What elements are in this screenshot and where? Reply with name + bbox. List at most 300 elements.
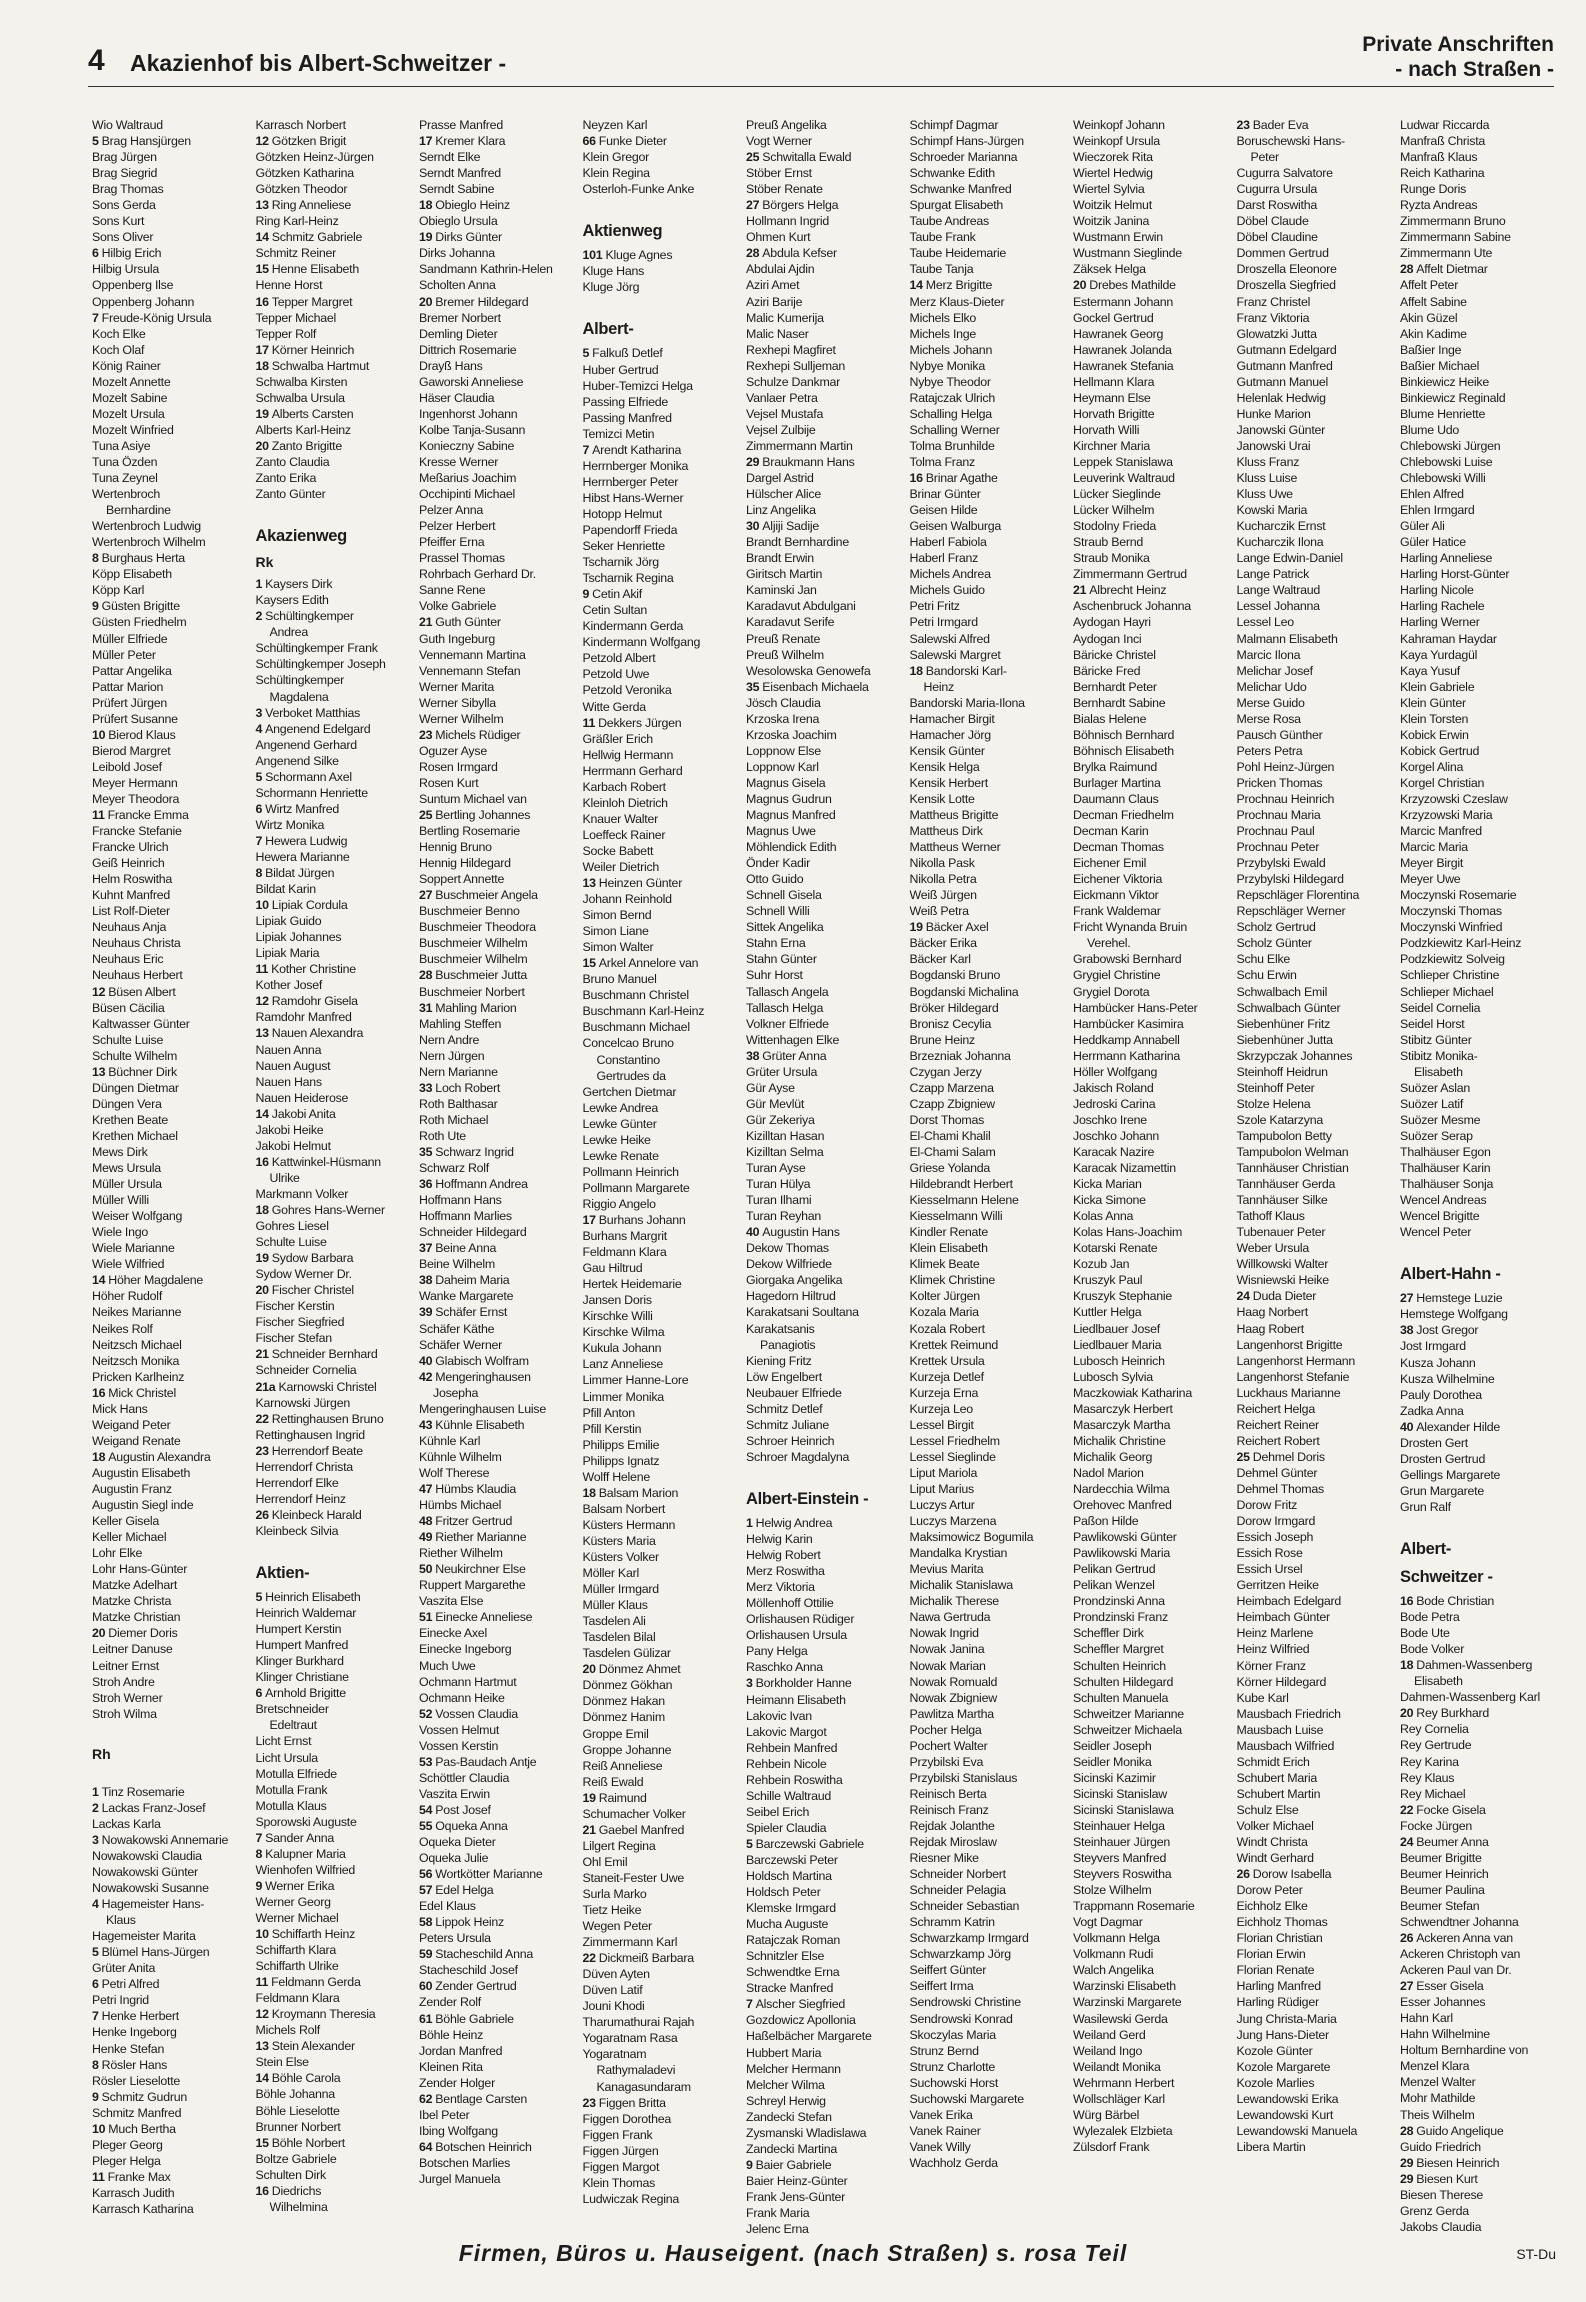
house-number: 14 <box>255 2071 269 2086</box>
resident-name: Riether Marianne <box>435 1530 527 1545</box>
directory-entry: Jordan Manfred <box>419 2043 503 2058</box>
directory-entry: Pollmann Heinrich <box>582 1164 679 1179</box>
directory-entry: Weigand Peter <box>92 1417 171 1432</box>
house-number: 55 <box>419 1818 433 1833</box>
directory-entry: Luczys Artur <box>909 1498 975 1513</box>
directory-entry: Petzold Albert <box>582 651 656 666</box>
directory-entry: Zimmermann Karl <box>582 1935 678 1950</box>
directory-entry: Jouni Khodi <box>582 1999 645 2014</box>
directory-entry: Joschko Irene <box>1073 1112 1147 1127</box>
directory-entry: Lewke Heike <box>582 1132 651 1147</box>
directory-entry: Zimmermann Sabine <box>1400 230 1511 245</box>
directory-entry: Leitner Ernst <box>92 1658 159 1673</box>
directory-entry: Vejsel Zulbije <box>746 422 816 437</box>
directory-entry: Gutmann Edelgard <box>1236 342 1337 357</box>
directory-entry: Rey Gertrude <box>1400 1738 1472 1753</box>
directory-entry: Ryzta Andreas <box>1400 198 1478 213</box>
directory-entry: Willkowski Walter <box>1236 1257 1329 1272</box>
street-heading: Schweitzer - <box>1400 1568 1493 1587</box>
directory-entry: Ibing Wolfgang <box>419 2123 498 2138</box>
directory-entry: Essich Joseph <box>1236 1530 1314 1545</box>
directory-entry <box>583 1950 745 1966</box>
directory-entry: Prochnau Peter <box>1236 840 1320 855</box>
directory-entry: Schlieper Christine <box>1400 968 1500 983</box>
directory-entry: Reinisch Franz <box>909 1802 989 1817</box>
directory-entry: Feldmann Klara <box>582 1245 667 1260</box>
directory-entry: Woitzik Helmut <box>1073 198 1152 213</box>
directory-entry: Spieler Claudia <box>746 1820 827 1835</box>
directory-entry <box>256 1539 418 1555</box>
directory-entry: Klemske Irmgard <box>746 1901 836 1916</box>
directory-entry <box>256 1202 418 1218</box>
directory-entry: Neuhaus Herbert <box>92 968 183 983</box>
directory-entry: Akin Kadime <box>1400 326 1467 341</box>
directory-entry: Marcic Maria <box>1400 840 1468 855</box>
directory-entry <box>419 1481 581 1497</box>
directory-entry: Dönmez Gökhan <box>582 1678 673 1693</box>
directory-entry <box>746 2157 908 2173</box>
directory-entry: Fischer Siegfried <box>255 1315 345 1330</box>
directory-entry: Schiffarth Ulrike <box>255 1959 339 1974</box>
directory-entry: Tubenauer Peter <box>1236 1225 1326 1240</box>
house-number: 57 <box>419 1883 433 1898</box>
directory-entry: Ehlen Alfred <box>1400 487 1464 502</box>
directory-entry <box>583 586 745 602</box>
directory-entry: Andrea <box>269 625 308 640</box>
directory-entry: Mausbach Wilfried <box>1236 1738 1335 1753</box>
directory-entry: Grüter Ursula <box>746 1064 818 1079</box>
directory-entry: Scholz Günter <box>1236 936 1312 951</box>
directory-entry: Oguzer Ayse <box>419 743 487 758</box>
directory-entry: Preuß Angelika <box>746 118 827 132</box>
resident-name: Hilbig Erich <box>101 246 162 261</box>
directory-entry: Repschläger Florentina <box>1236 888 1360 903</box>
directory-entry <box>92 1385 254 1401</box>
directory-entry <box>1400 1419 1562 1435</box>
house-number: 18 <box>255 1203 269 1217</box>
directory-entry: Leibold Josef <box>92 759 162 774</box>
house-number: 6 <box>255 801 263 816</box>
resident-name: Arendt Katharina <box>592 442 682 457</box>
directory-entry: Herrendorf Christa <box>255 1459 353 1474</box>
directory-entry: Haag Norbert <box>1236 1305 1308 1320</box>
resident-name: Sydow Barbara <box>271 1251 354 1266</box>
house-number: 18 <box>909 663 923 678</box>
directory-entry: Zülsdorf Frank <box>1073 2139 1150 2154</box>
directory-entry: Wiertel Sylvia <box>1073 182 1145 197</box>
directory-entry: Przybylski Ewald <box>1236 856 1326 871</box>
directory-entry: Moczynski Winfried <box>1400 920 1503 935</box>
directory-entry: Herrmann Gerhard <box>582 763 683 778</box>
directory-entry: Tharumathurai Rajah <box>582 2015 695 2030</box>
directory-entry <box>583 2095 745 2111</box>
resident-name: Schäfer Ernst <box>435 1305 508 1320</box>
house-number: 7 <box>582 442 590 457</box>
directory-entry: Przybylski Hildegard <box>1236 872 1344 887</box>
directory-entry: Götzken Theodor <box>255 182 348 197</box>
directory-entry: Nern Marianne <box>419 1064 498 1079</box>
directory-entry: Düngen Dietmar <box>92 1080 179 1095</box>
directory-entry: Krettek Reimund <box>909 1337 999 1352</box>
directory-entry <box>1400 1657 1562 1673</box>
directory-entry: Mattheus Dirk <box>909 824 983 839</box>
directory-entry: Zimmermann Martin <box>746 438 853 453</box>
directory-entry <box>583 1212 745 1228</box>
house-number: 16 <box>92 1385 106 1400</box>
directory-entry: Dargel Astrid <box>746 471 814 486</box>
directory-entry: Augustin Franz <box>92 1481 172 1496</box>
directory-entry: Kozala Robert <box>909 1321 985 1336</box>
directory-entry: Sendrowski Konrad <box>909 2011 1013 2026</box>
directory-entry: Thalhäuser Sonja <box>1400 1177 1494 1192</box>
resident-name: Tepper Margret <box>271 294 353 309</box>
resident-name: Karnowski Christel <box>278 1379 377 1394</box>
resident-name: Kremer Klara <box>435 134 506 149</box>
directory-entry: Salewski Alfred <box>909 631 990 646</box>
directory-entry: Meyer Uwe <box>1400 872 1461 887</box>
house-number: 56 <box>419 1867 433 1882</box>
house-number: 14 <box>92 1273 106 1288</box>
directory-entry: Weiland Ingo <box>1073 2043 1143 2058</box>
street-section-tag: Rk <box>255 554 274 571</box>
directory-entry: Kirchner Maria <box>1073 438 1151 453</box>
directory-entry <box>419 1978 581 1994</box>
directory-entry: Nowak Ingrid <box>909 1626 979 1641</box>
directory-entry: Abdulai Ajdin <box>746 262 815 277</box>
directory-entry: Hotopp Helmut <box>582 506 662 521</box>
directory-entry: Reiß Ewald <box>582 1774 644 1789</box>
directory-entry: Runge Doris <box>1400 182 1467 197</box>
house-number: 61 <box>419 2011 433 2026</box>
directory-entry: Tuna Özden <box>92 454 158 469</box>
directory-entry: Elisabeth <box>1414 1064 1463 1079</box>
directory-entry: Zimmermann Ute <box>1400 246 1493 261</box>
directory-entry: Schültingkemper Frank <box>255 641 378 656</box>
directory-entry <box>92 1944 254 1960</box>
directory-entry: Hellwig Hermann <box>582 747 674 762</box>
directory-entry: Vaszita Erwin <box>419 1786 490 1801</box>
directory-entry: Grygiel Dorota <box>1073 984 1150 999</box>
resident-name: Arnhold Brigitte <box>265 1686 346 1701</box>
directory-entry: Grun Margarete <box>1400 1483 1484 1498</box>
directory-entry <box>746 197 908 213</box>
directory-entry: Beumer Brigitte <box>1400 1850 1482 1865</box>
directory-entry: Bogdanski Bruno <box>909 968 1001 983</box>
directory-entry: Rexhepi Sulljeman <box>746 358 846 373</box>
directory-entry: Baßier Inge <box>1400 342 1462 357</box>
directory-entry: Suchowski Horst <box>909 2075 999 2090</box>
directory-entry <box>256 2038 418 2054</box>
directory-entry: Hubbert Maria <box>746 2045 822 2060</box>
directory-entry: Angenend Gerhard <box>255 737 357 752</box>
directory-entry: Weinkopf Johann <box>1073 118 1165 132</box>
directory-entry: Pelzer Anna <box>419 503 484 518</box>
directory-entry: Darst Roswitha <box>1236 198 1318 213</box>
directory-entry: Knauer Walter <box>582 811 658 826</box>
directory-entry <box>92 1976 254 1992</box>
directory-entry: Rey Karina <box>1400 1754 1459 1769</box>
directory-entry: Drosten Gert <box>1400 1435 1468 1450</box>
resident-name: Dickmeiß Barbara <box>598 1951 694 1966</box>
directory-entry: Wencel Peter <box>1400 1225 1472 1240</box>
directory-entry <box>256 261 418 277</box>
resident-name: Stacheschild Anna <box>435 1947 533 1962</box>
directory-entry: Reich Katharina <box>1400 166 1485 181</box>
directory-entry: Francke Stefanie <box>92 824 182 839</box>
house-number: 5 <box>582 346 590 361</box>
directory-entry: Rexhepi Magfiret <box>746 342 836 357</box>
directory-entry: Kozub Jan <box>1073 1257 1130 1272</box>
house-number: 54 <box>419 1802 433 1817</box>
directory-entry: Ochmann Hartmut <box>419 1674 517 1689</box>
resident-name: Gohres Hans-Werner <box>271 1203 385 1217</box>
directory-entry: Klein Günter <box>1400 695 1466 710</box>
directory-entry: Dekow Wilfriede <box>746 1257 832 1272</box>
page-number: 4 <box>88 44 105 77</box>
directory-entry <box>419 2011 581 2027</box>
directory-entry: Chlebowski Luise <box>1400 454 1493 469</box>
directory-entry: Bretschneider <box>255 1702 329 1717</box>
resident-name: Biesen Kurt <box>1416 2171 1478 2186</box>
directory-entry: Bäricke Fred <box>1073 663 1141 678</box>
directory-entry: Maczkowiak Katharina <box>1073 1385 1192 1400</box>
directory-entry <box>256 1685 418 1701</box>
resident-name: Bentlage Carsten <box>435 2091 528 2106</box>
directory-entry <box>92 598 254 614</box>
directory-entry: Nauen August <box>255 1058 331 1073</box>
directory-entry: Karacak Nazire <box>1073 1145 1155 1159</box>
directory-entry: Ratajczak Ulrich <box>909 390 996 405</box>
resident-name: Petri Alfred <box>101 1977 160 1992</box>
resident-name: Mahling Marion <box>435 1000 517 1015</box>
directory-entry: Krethen Beate <box>92 1112 168 1127</box>
resident-name: Einecke Anneliese <box>435 1610 533 1625</box>
directory-entry: Pochert Walter <box>909 1738 988 1753</box>
house-number: 3 <box>746 1676 753 1691</box>
directory-entry: Socke Babett <box>582 843 654 858</box>
house-number: 62 <box>419 2091 433 2106</box>
resident-name: Kühnle Elisabeth <box>435 1417 525 1432</box>
directory-entry: Langenhorst Hermann <box>1236 1353 1356 1368</box>
directory-entry: Schwarz Rolf <box>419 1161 489 1176</box>
directory-entry <box>256 993 418 1009</box>
directory-entry <box>1400 1834 1562 1850</box>
directory-entry: Figgen Frank <box>582 2127 653 2142</box>
directory-entry: Mausbach Friedrich <box>1236 1706 1341 1721</box>
directory-entry <box>1400 2171 1562 2187</box>
directory-entry: Pawlikowski Günter <box>1073 1530 1177 1545</box>
directory-entry: Schreyl Herwig <box>746 2093 826 2108</box>
directory-entry: Werner Michael <box>255 1910 339 1925</box>
directory-entry: Kruszyk Stephanie <box>1073 1289 1173 1304</box>
directory-entry: Weinkopf Ursula <box>1073 134 1160 149</box>
directory-columns <box>92 117 1562 2237</box>
directory-entry: Scheffler Dirk <box>1073 1626 1144 1641</box>
directory-entry: Serndt Sabine <box>419 182 495 197</box>
directory-entry: Koch Olaf <box>92 342 145 357</box>
directory-entry: Schültingkemper <box>255 673 345 688</box>
house-number: 47 <box>419 1481 433 1496</box>
directory-entry <box>583 1790 745 1806</box>
house-number: 25 <box>419 808 433 823</box>
directory-entry: Boruschewski Hans- <box>1236 134 1345 149</box>
directory-entry <box>256 1507 418 1523</box>
directory-entry: Oppenberg Johann <box>92 294 195 309</box>
resident-name: Francke Emma <box>107 808 189 823</box>
directory-entry: Tietz Heike <box>582 1903 642 1918</box>
directory-entry: Daumann Claus <box>1073 791 1159 806</box>
directory-entry: Augustin Elisabeth <box>92 1465 191 1480</box>
directory-entry: Hennig Hildegard <box>419 856 511 871</box>
directory-entry: Passing Elfriede <box>582 394 669 409</box>
directory-entry: Zimmermann Gertrud <box>1073 567 1187 582</box>
directory-entry: Zadka Anna <box>1400 1403 1464 1418</box>
directory-entry: Bäcker Karl <box>909 952 971 967</box>
directory-entry: Karakatsani Soultana <box>746 1305 859 1320</box>
directory-entry: Guido Friedrich <box>1400 2139 1481 2154</box>
directory-entry <box>92 1449 254 1465</box>
directory-entry: Jansen Doris <box>582 1293 652 1308</box>
directory-entry: Steyvers Roswitha <box>1073 1867 1172 1882</box>
directory-entry: Hoffmann Hans <box>419 1193 502 1208</box>
directory-entry: Pleger Georg <box>92 2137 163 2152</box>
directory-entry: Wisniewski Heike <box>1236 1273 1329 1288</box>
directory-entry: Schulte Luise <box>255 1235 327 1250</box>
resident-name: Dönmez Ahmet <box>598 1662 681 1677</box>
directory-entry <box>583 247 745 263</box>
house-number: 19 <box>255 1251 269 1266</box>
directory-entry: Figgen Jürgen <box>582 2143 659 2158</box>
directory-entry: Kuhnt Manfred <box>92 888 171 903</box>
resident-name: Botschen Heinrich <box>435 2139 532 2154</box>
directory-entry: Wieczorek Rita <box>1073 150 1153 165</box>
directory-entry: Schmidt Erich <box>1236 1754 1310 1769</box>
directory-entry: Schormann Henriette <box>255 785 368 800</box>
house-number: 20 <box>1400 1706 1414 1721</box>
directory-entry <box>256 2006 418 2022</box>
directory-entry: Gau Hiltrud <box>582 1261 643 1276</box>
directory-entry: Nadol Marion <box>1073 1465 1144 1480</box>
directory-entry: Boltze Gabriele <box>255 2151 337 2166</box>
directory-entry: Otto Guido <box>746 872 804 887</box>
house-number: 52 <box>419 1706 433 1721</box>
directory-entry: Kluge Jörg <box>582 280 640 295</box>
directory-entry: Dönmez Hakan <box>582 1694 665 1709</box>
resident-name: Dirks Günter <box>435 230 502 245</box>
house-number: 21 <box>1073 583 1087 598</box>
directory-entry: Klaus <box>106 1913 136 1928</box>
directory-entry: Wiele Wilfried <box>92 1257 165 1272</box>
directory-entry: Schulten Heinrich <box>1073 1658 1166 1673</box>
directory-entry <box>1400 261 1562 277</box>
directory-entry: Werner Sibylla <box>419 695 496 710</box>
directory-entry: Soppert Annette <box>419 872 505 887</box>
house-number: 40 <box>419 1353 433 1368</box>
directory-entry: Ludwar Riccarda <box>1400 118 1490 132</box>
resident-name: Wortkötter Marianne <box>435 1867 543 1882</box>
resident-name: Herrendorf Beate <box>271 1443 363 1458</box>
resident-name: Schneider Bernhard <box>271 1347 378 1362</box>
directory-entry: Hibst Hans-Werner <box>582 490 684 505</box>
house-number: 8 <box>255 1846 263 1861</box>
directory-entry: Skrzypczak Johannes <box>1236 1048 1353 1063</box>
directory-entry: Steinhoff Peter <box>1236 1080 1315 1095</box>
directory-entry: Nauen Heiderose <box>255 1090 349 1105</box>
directory-entry: Oppenberg Ilse <box>92 278 174 293</box>
directory-entry: Roth Michael <box>419 1112 489 1127</box>
directory-entry: Sandmann Kathrin-Helen <box>419 262 553 277</box>
directory-entry: Nowak Marian <box>909 1658 986 1673</box>
directory-entry: Frank Maria <box>746 2206 810 2220</box>
resident-name: Balsam Marion <box>598 1485 679 1500</box>
directory-entry: Nauen Anna <box>255 1042 322 1057</box>
directory-entry: Suözer Mesme <box>1400 1112 1481 1127</box>
directory-entry: Brylka Raimund <box>1073 759 1157 774</box>
directory-entry: Dehmel Thomas <box>1236 1481 1324 1496</box>
directory-entry: Helenlak Hedwig <box>1236 390 1326 405</box>
directory-entry: Osterloh-Funke Anke <box>582 182 695 197</box>
directory-entry: Stacheschild Josef <box>419 1963 518 1978</box>
directory-entry <box>256 406 418 422</box>
directory-entry: Tampubolon Welman <box>1236 1145 1349 1159</box>
resident-name: Falkuß Detlef <box>592 346 663 361</box>
directory-entry: Wiele Ingo <box>92 1225 149 1240</box>
directory-entry <box>910 277 1072 293</box>
directory-entry: Tampubolon Betty <box>1236 1128 1332 1143</box>
resident-name: Mick Christel <box>108 1385 176 1400</box>
directory-entry <box>256 1154 418 1170</box>
directory-entry: Droszella Eleonore <box>1236 262 1337 277</box>
directory-entry: Böhle Lieselotte <box>255 2103 340 2118</box>
directory-entry: Harling Nicole <box>1400 583 1474 598</box>
resident-name: Alexander Hilde <box>1416 1419 1501 1434</box>
directory-entry: Zimmermann Bruno <box>1400 214 1506 229</box>
directory-entry: Sendrowski Christine <box>909 1995 1021 2010</box>
directory-entry: Dehmel Günter <box>1236 1465 1318 1480</box>
directory-entry <box>419 727 581 743</box>
directory-entry: Gutmann Manuel <box>1236 374 1329 389</box>
directory-entry: Mohr Mathilde <box>1400 2091 1476 2106</box>
directory-entry: Taube Heidemarie <box>909 246 1007 261</box>
house-number: 7 <box>255 1830 263 1845</box>
directory-entry: Nowak Janina <box>909 1642 985 1657</box>
directory-entry: Nowak Romuald <box>909 1674 998 1689</box>
directory-entry: Schimpf Hans-Jürgen <box>909 134 1024 149</box>
directory-entry: Weiland Gerd <box>1073 2027 1146 2042</box>
directory-entry: Kensik Günter <box>909 743 985 758</box>
directory-entry: Nybye Monika <box>909 358 986 373</box>
directory-entry <box>256 1878 418 1894</box>
street-heading: Aktien- <box>255 1564 310 1583</box>
directory-entry: Limmer Hanne-Lore <box>582 1373 689 1388</box>
house-number: 12 <box>255 134 269 149</box>
house-number: 60 <box>419 1979 433 1994</box>
house-number: 5 <box>92 1945 99 1960</box>
directory-entry: Gockel Gertrud <box>1073 310 1154 325</box>
directory-entry <box>92 310 254 326</box>
directory-entry: Wylezalek Elzbieta <box>1073 2123 1173 2138</box>
directory-entry: Czapp Zbigniew <box>909 1096 995 1111</box>
directory-entry: Grygiel Christine <box>1073 968 1161 983</box>
directory-entry: Ruppert Margarethe <box>419 1578 526 1593</box>
house-number: 43 <box>419 1417 433 1432</box>
house-number: 17 <box>255 342 269 357</box>
directory-entry: Steinhauer Helga <box>1073 1818 1165 1833</box>
directory-entry: Loppnow Karl <box>746 759 819 774</box>
directory-entry: Vogt Dagmar <box>1073 1915 1143 1930</box>
directory-entry: Wencel Andreas <box>1400 1193 1487 1208</box>
directory-entry <box>419 1802 581 1818</box>
